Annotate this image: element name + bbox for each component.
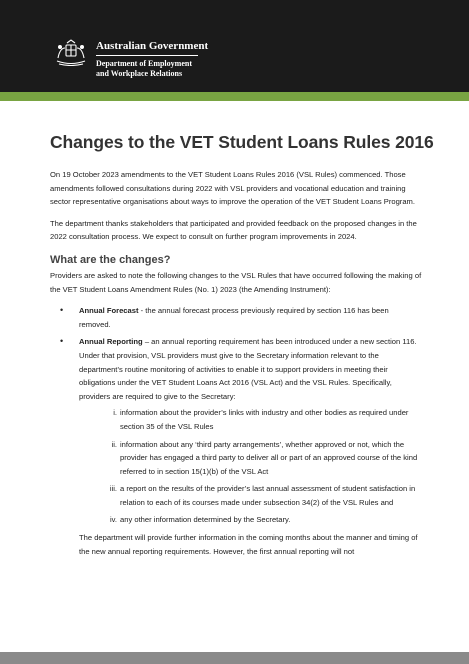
bullet-text: - the annual forecast process previously required by section 116 has been removed.: [79, 306, 389, 329]
coat-of-arms-icon: [54, 38, 88, 66]
sub-list: [79, 406, 422, 527]
header-bar: [0, 0, 469, 92]
dept-name-line1: Department of Employment: [96, 59, 192, 68]
sub-list-item: [79, 482, 422, 509]
section-heading: What are the changes?: [50, 253, 171, 266]
bullet-label: Annual Reporting: [79, 337, 143, 347]
item-number: iii.: [109, 484, 117, 494]
item-text: information about the provider’s links with industry and other bodies as required under section 35 of the VSL Rules: [120, 408, 409, 431]
changes-intro-paragraph: Providers are asked to note the following changes to the VSL Rules that have occurred following the making of the VET Student Loans Amendment Rules (No. 1) 2023 (the Amending Instrument):: [50, 270, 422, 294]
changes-list: [50, 304, 422, 558]
sub-list-item: [79, 513, 422, 527]
list-item: [50, 335, 422, 558]
thanks-paragraph: The department thanks stakeholders that participated and provided feedback on the proposed changes in the 2022 consultation process. We expect to consult on further program improvements in 2024.: [50, 218, 417, 242]
item-number: i.: [113, 408, 117, 418]
sub-list-item: [79, 438, 422, 479]
item-number: ii.: [111, 439, 117, 449]
footer-bar: [0, 652, 469, 664]
page-title: Changes to the VET Student Loans Rules 2016: [50, 132, 434, 152]
closing-paragraph: The department will provide further information in the coming months about the manner and timing of the new annual reporting requirements. However, the first annual reporting will not: [79, 533, 418, 556]
bullet-text: – an annual reporting requirement has been introduced under a new section 116. Under that provision, VSL providers must give to the Secretary information relevant to the department’s routine monitoring of activities to enable it to support providers in meeting their obligations under the VET Student Loans Act 2016 (VSL Act) and the VSL Rules. Specifically, providers are required to give to the Secretary:: [79, 337, 417, 401]
dept-name-line2: and Workplace Relations: [96, 68, 183, 78]
header-accent-bar: [0, 92, 469, 101]
intro-paragraph: On 19 October 2023 amendments to the VET Student Loans Rules 2016 (VSL Rules) commenced. Those amendments followed consultations during 2022 with VSL providers and vocational education and training sector representative organisations about ways to improve the operation of the VET Student Loans Program.: [50, 170, 415, 207]
wordmark-divider: [96, 55, 198, 56]
list-item: [50, 304, 422, 331]
bullet-label: Annual Forecast: [79, 306, 139, 316]
item-number: iv.: [109, 515, 117, 525]
item-text: a report on the results of the provider’s last annual assessment of student satisfaction in relation to each of its courses made under subsection 34(2) of the VSL Rules and: [120, 484, 416, 507]
document-body: [50, 168, 422, 562]
item-text: any other information determined by the Secretary.: [120, 515, 291, 525]
item-text: information about any ‘third party arrangements’, whether approved or not, which the provider has engaged a third party to deliver all or part of an approved course of the kind referred to in section 15(1)(b) of the VSL Act: [120, 439, 418, 476]
sub-list-item: [79, 406, 422, 433]
gov-name: Australian Government: [96, 40, 209, 52]
government-wordmark: [96, 40, 208, 78]
